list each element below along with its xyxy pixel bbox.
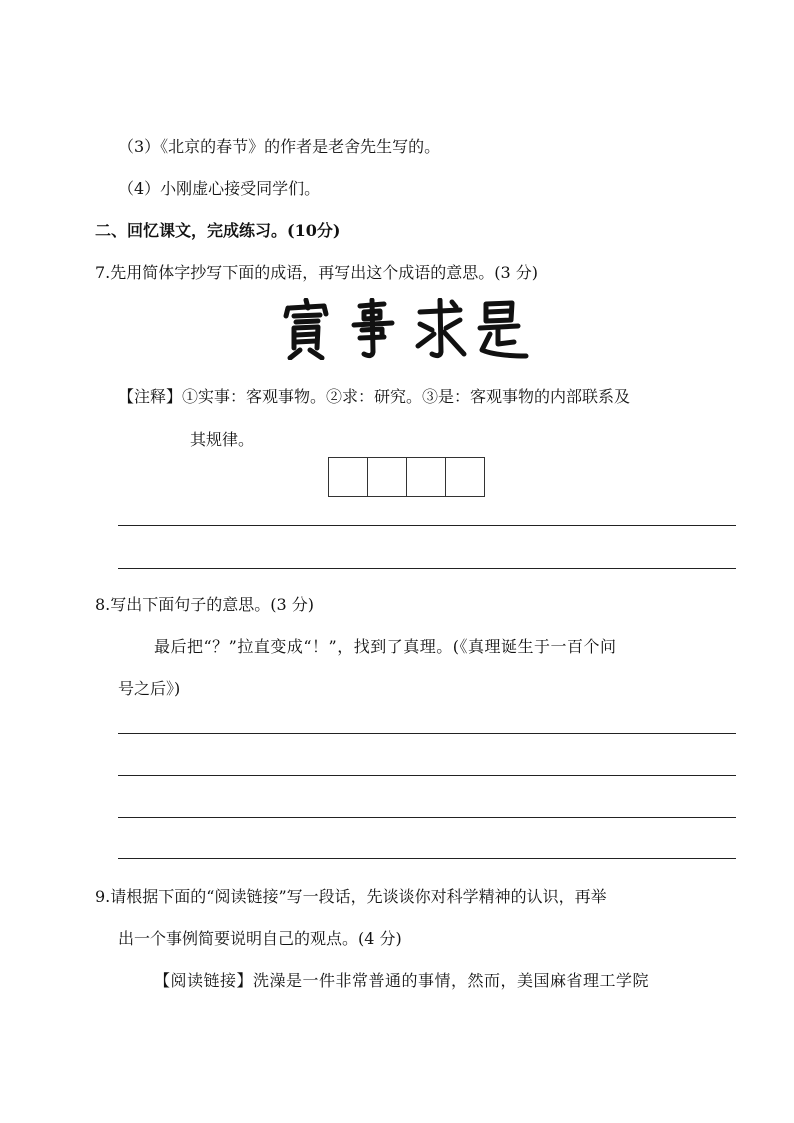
q6-item-4: （4）小刚虚心接受同学们。: [118, 179, 321, 198]
section-2-heading: 二、回忆课文，完成练习。(10分): [95, 221, 341, 240]
q8-quote-line-2: 号之后》): [118, 679, 181, 698]
q8-quote-line-1: 最后把“？”拉直变成“！”，找到了真理。(《真理诞生于一百个问: [154, 637, 617, 656]
calligraphy-char-2: [354, 300, 392, 356]
answer-box[interactable]: [406, 457, 446, 497]
q7-note-line-1: 【注释】①实事：客观事物。②求：研究。③是：客观事物的内部联系及: [118, 387, 631, 406]
calligraphy-char-4: [480, 303, 526, 356]
answer-line[interactable]: [118, 525, 736, 526]
answer-line[interactable]: [118, 733, 736, 734]
q7-prompt: 7.先用简体字抄写下面的成语，再写出这个成语的意思。(3 分): [95, 263, 539, 282]
calligraphy-char-3: [418, 300, 464, 356]
q9-reading-link: 【阅读链接】洗澡是一件非常普通的事情，然而，美国麻省理工学院: [154, 971, 650, 990]
calligraphy-char-1: [286, 300, 326, 358]
q7-note-line-2: 其规律。: [190, 430, 255, 449]
answer-line[interactable]: [118, 568, 736, 569]
q8-prompt: 8.写出下面句子的意思。(3 分): [95, 595, 315, 614]
q9-prompt-line-1: 9.请根据下面的“阅读链接”写一段话，先谈谈你对科学精神的认识，再举: [95, 887, 607, 906]
answer-box[interactable]: [445, 457, 485, 497]
q7-answer-boxes[interactable]: [329, 457, 485, 497]
answer-line[interactable]: [118, 817, 736, 818]
answer-line[interactable]: [118, 858, 736, 859]
answer-line[interactable]: [118, 775, 736, 776]
q9-prompt-line-2: 出一个事例简要说明自己的观点。(4 分): [118, 929, 402, 948]
q6-item-3: （3）《北京的春节》的作者是老舍先生写的。: [118, 137, 441, 156]
answer-box[interactable]: [328, 457, 368, 497]
answer-box[interactable]: [367, 457, 407, 497]
calligraphy-idiom-image: [280, 298, 530, 360]
